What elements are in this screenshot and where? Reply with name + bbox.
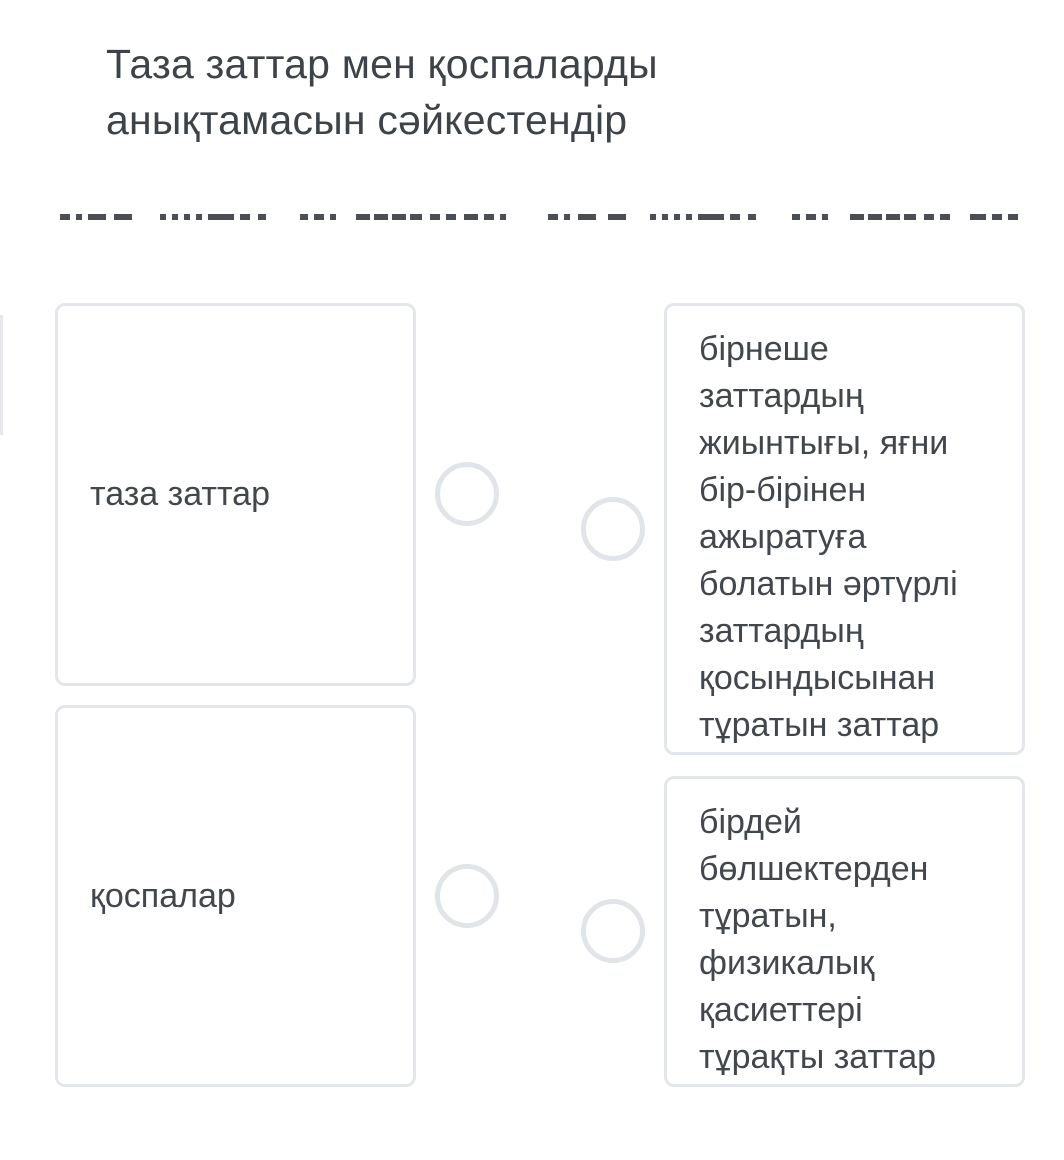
- right-item-label: бірдей бөлшектерден тұратын, физикалық қасиеттері тұрақты заттар: [699, 803, 937, 1076]
- left-connector-2[interactable]: [435, 864, 499, 928]
- answer-placeholder-divider: [60, 212, 1020, 222]
- left-item-label: қоспалар: [90, 876, 236, 915]
- right-connector-2[interactable]: [581, 899, 645, 963]
- left-connector-1[interactable]: [435, 462, 499, 526]
- left-item-label: таза заттар: [90, 475, 270, 513]
- right-connector-1[interactable]: [581, 497, 645, 561]
- right-item-label: бірнеше заттардың жиынтығы, яғни бір-бірінен ажыратуға болатын әртүрлі заттардың қосындысынан тұратын заттар: [699, 330, 958, 744]
- right-item-mixture-definition[interactable]: [664, 303, 1025, 755]
- left-item-pure-substances[interactable]: [55, 303, 416, 686]
- left-edge-indicator: [0, 315, 3, 435]
- question-title: Таза заттар мен қоспаларды анықтамасын сәйкестендір: [106, 41, 658, 143]
- right-item-pure-substance-definition[interactable]: [664, 776, 1025, 1087]
- left-item-mixtures[interactable]: [55, 705, 416, 1087]
